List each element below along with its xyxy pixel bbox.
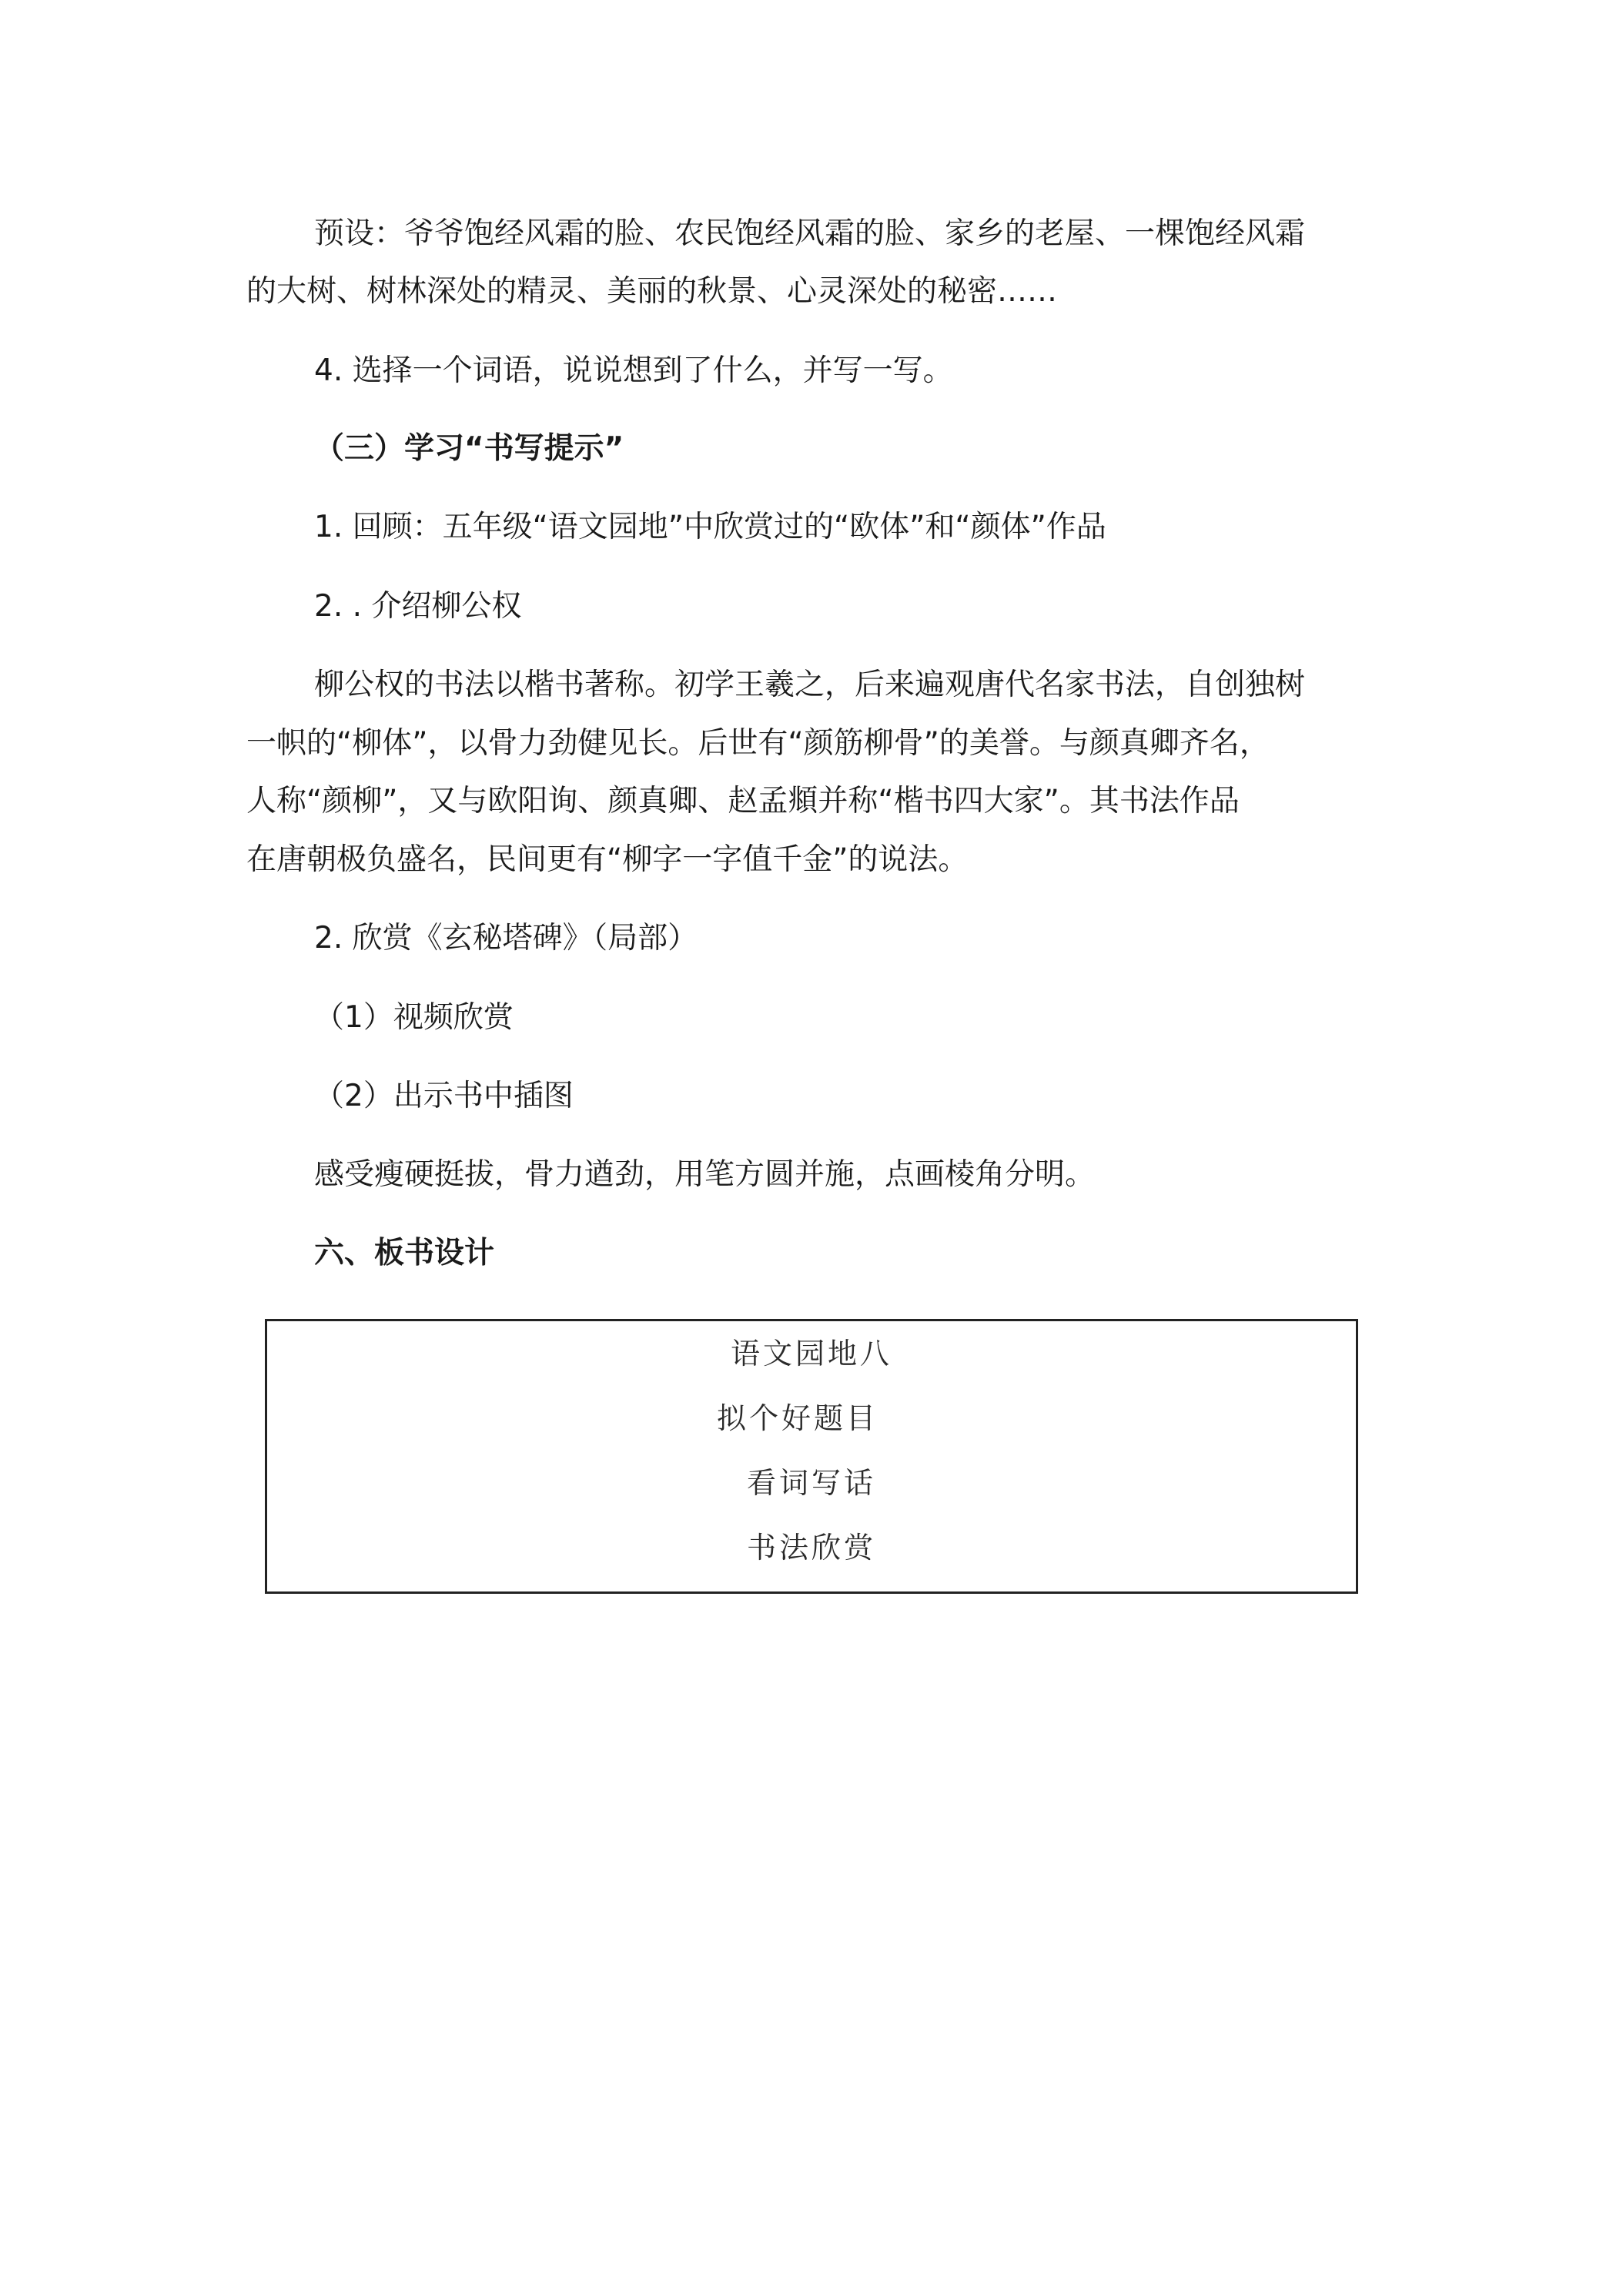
illustration-text: （2）出示书中插图: [314, 1079, 574, 1113]
section-6-heading: 六、板书设计: [314, 1236, 495, 1270]
liu-paragraph-line-4: 在唐朝极负盛名，民间更有“柳字一字值千金”的说法。: [246, 842, 969, 877]
video-text: （1）视频欣赏: [314, 1000, 514, 1035]
preset-text-line-2: 的大树、树林深处的精灵、美丽的秋景、心灵深处的秘密……: [246, 274, 1058, 309]
liu-paragraph-line-3: 人称“颜柳”，又与欧阳询、颜真卿、赵孟頫并称“楷书四大家”。其书法作品: [246, 784, 1240, 818]
board-item-1: 拟个好题目: [716, 1401, 878, 1435]
board-item-2: 看词写话: [746, 1466, 876, 1500]
appreciate-text: 2. 欣赏《玄秘塔碑》（局部）: [314, 921, 698, 956]
step-4-text: 4. 选择一个词语，说说想到了什么，并写一写。: [314, 353, 953, 388]
section-3-heading: （三）学习“书写提示”: [314, 431, 624, 466]
intro-liu-text: 2. . 介绍柳公权: [314, 589, 522, 624]
review-text: 1. 回顾：五年级“语文园地”中欣赏过的“欧体”和“颜体”作品: [314, 510, 1106, 544]
board-title: 语文园地八: [730, 1337, 892, 1371]
blackboard-design-box: [265, 1319, 1358, 1594]
preset-text-line-1: 预设：爷爷饱经风霜的脸、农民饱经风霜的脸、家乡的老屋、一棵饱经风霜: [314, 216, 1306, 251]
liu-paragraph-line-2: 一帜的“柳体”，以骨力劲健见长。后世有“颜筋柳骨”的美誉。与颜真卿齐名，: [246, 726, 1270, 761]
board-item-3: 书法欣赏: [746, 1531, 876, 1565]
liu-paragraph-line-1: 柳公权的书法以楷书著称。初学王羲之，后来遍观唐代名家书法，自创独树: [314, 668, 1306, 702]
feeling-text: 感受瘦硬挺拔，骨力遒劲，用笔方圆并施，点画棱角分明。: [314, 1157, 1096, 1192]
